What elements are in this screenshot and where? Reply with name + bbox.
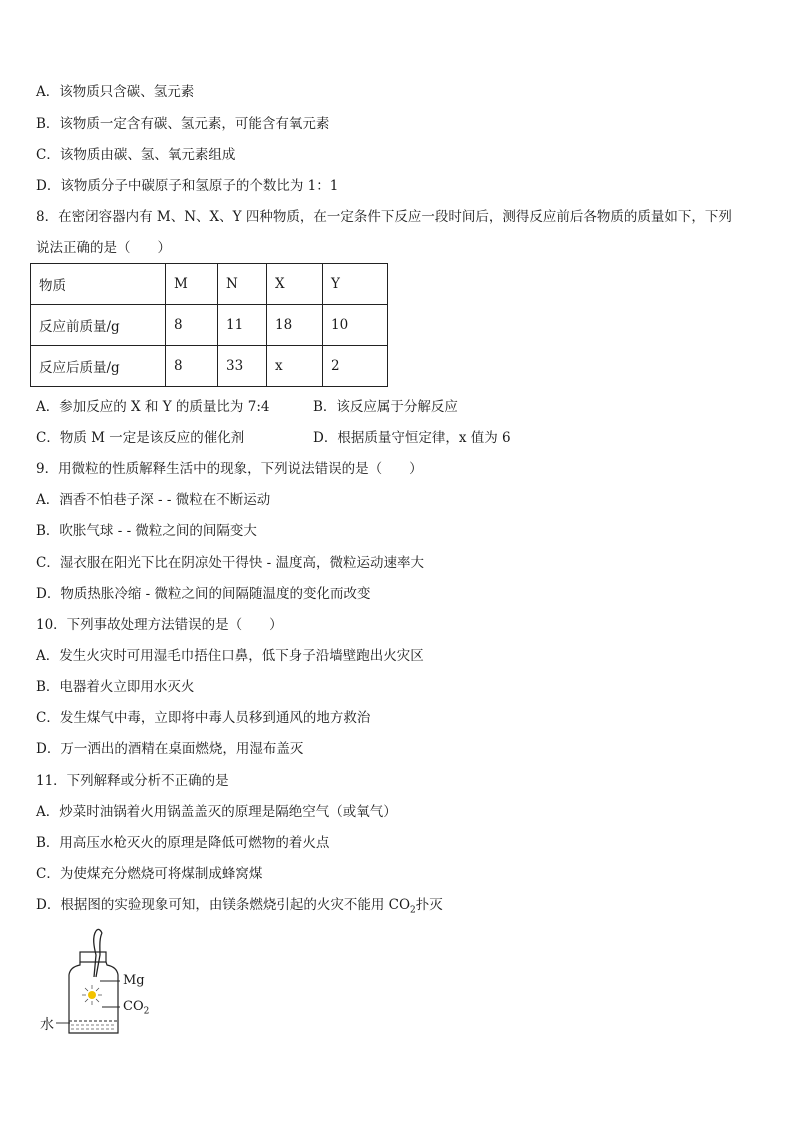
q7-option-d: D．该物质分子中碳原子和氢原子的个数比为 1：1 <box>36 178 339 194</box>
q11-option-b: B．用高压水枪灭火的原理是降低可燃物的着火点 <box>36 835 330 851</box>
q8-option-d: D．根据质量守恒定律，x 值为 6 <box>313 430 511 446</box>
table-cell: 18 <box>267 305 323 346</box>
q8-stem-line2: 说法正确的是（ ） <box>36 240 171 256</box>
q7-option-a: A．该物质只含碳、氢元素 <box>36 84 195 100</box>
table-cell: 反应前质量/g <box>31 305 166 346</box>
table-row <box>31 346 388 387</box>
q11-option-d-text: D．根据图的实验现象可知，由镁条燃烧引起的火灾不能用 CO <box>36 897 411 913</box>
q11-option-d <box>36 895 443 921</box>
q11-stem: 11．下列解释或分析不正确的是 <box>36 773 229 789</box>
table-cell: 8 <box>166 305 218 346</box>
table-cell: x <box>267 346 323 387</box>
table-header-cell: M <box>166 264 218 305</box>
q8-option-a: A．参加反应的 X 和 Y 的质量比为 7:4 <box>36 399 270 415</box>
label-co2-text: CO <box>123 999 144 1014</box>
q8-option-c: C．物质 M 一定是该反应的催化剂 <box>36 430 245 446</box>
q7-option-b: B．该物质一定含有碳、氢元素，可能含有氧元素 <box>36 116 330 132</box>
subscript-2: 2 <box>410 905 416 916</box>
q10-option-b: B．电器着火立即用水灭火 <box>36 679 195 695</box>
q10-option-d: D．万一洒出的酒精在桌面燃烧，用湿布盖灭 <box>36 741 304 757</box>
table-cell: 8 <box>166 346 218 387</box>
q9-option-d: D．物质热胀冷缩 - 微粒之间的间隔随温度的变化而改变 <box>36 586 371 602</box>
tongs-icon <box>94 931 96 977</box>
table-header-cell: Y <box>323 264 388 305</box>
table-header-row <box>31 264 388 305</box>
q9-stem: 9．用微粒的性质解释生活中的现象，下列说法错误的是（ ） <box>36 461 423 477</box>
table-row <box>31 305 388 346</box>
q10-option-a: A．发生火灾时可用湿毛巾捂住口鼻，低下身子沿墙壁跑出火灾区 <box>36 648 424 664</box>
table-header-cell: X <box>267 264 323 305</box>
q9-option-c: C．湿衣服在阳光下比在阴凉处干得快 - 温度高，微粒运动速率大 <box>36 555 424 571</box>
table-cell: 11 <box>218 305 267 346</box>
q8-option-b: B．该反应属于分解反应 <box>313 399 458 415</box>
label-co2 <box>123 999 149 1017</box>
table-cell: 10 <box>323 305 388 346</box>
table-header-cell: 物质 <box>31 264 166 305</box>
q9-option-a: A．酒香不怕巷子深 - - 微粒在不断运动 <box>36 492 271 508</box>
q7-option-c: C．该物质由碳、氢、氧元素组成 <box>36 147 236 163</box>
table-header-cell: N <box>218 264 267 305</box>
q10-option-c: C．发生煤气中毒，立即将中毒人员移到通风的地方救治 <box>36 710 371 726</box>
q10-stem: 10．下列事故处理方法错误的是（ ） <box>36 617 283 633</box>
bottle-diagram <box>36 925 166 1040</box>
q8-stem-line1: 8．在密闭容器内有 M、N、X、Y 四种物质，在一定条件下反应一段时间后，测得反应前后各物质的质量如下，下列 <box>36 209 732 225</box>
label-co2-sub: 2 <box>143 1006 150 1017</box>
q11-option-d-tail: 扑灭 <box>415 897 443 913</box>
q11-option-c: C．为使煤充分燃烧可将煤制成蜂窝煤 <box>36 866 263 882</box>
mass-table <box>30 263 388 387</box>
table-cell: 33 <box>218 346 267 387</box>
flame-icon <box>88 991 96 999</box>
mg-co2-experiment-figure <box>36 925 166 1040</box>
table-cell: 2 <box>323 346 388 387</box>
q9-option-b: B．吹胀气球 - - 微粒之间的间隔变大 <box>36 523 257 539</box>
bottle-neck <box>80 952 106 962</box>
table-cell: 反应后质量/g <box>31 346 166 387</box>
q11-option-a: A．炒菜时油锅着火用锅盖盖灭的原理是隔绝空气（或氧气） <box>36 804 397 820</box>
label-water: 水 <box>40 1017 54 1033</box>
label-mg: Mg <box>123 973 145 988</box>
